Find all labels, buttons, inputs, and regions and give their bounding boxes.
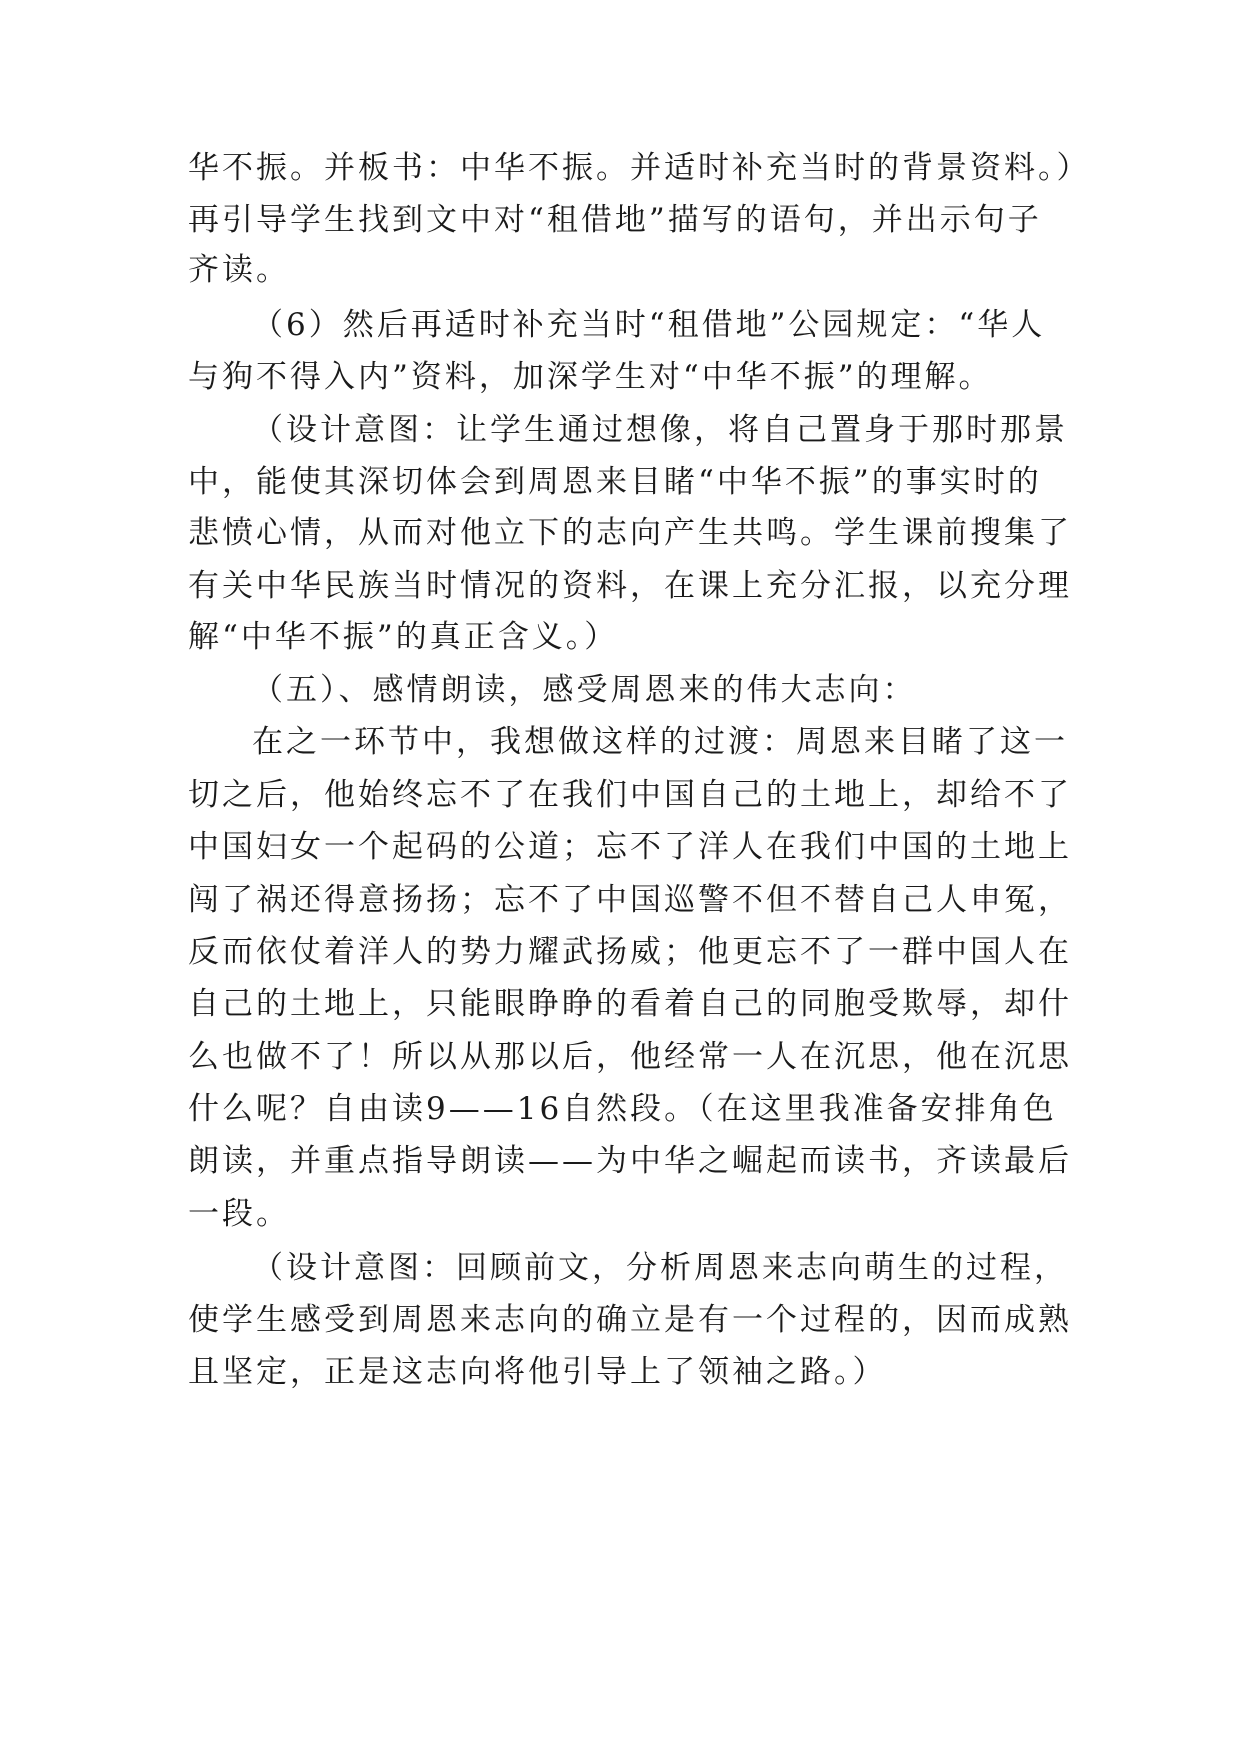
text-line: 反而依仗着洋人的势力耀武扬威；他更忘不了一群中国人在 <box>188 934 1072 970</box>
text-line: （设计意图：让学生通过想像，将自己置身于那时那景 <box>252 412 1068 448</box>
text-line: 么也做不了！所以从那以后，他经常一人在沉思，他在沉思 <box>188 1039 1072 1075</box>
text-line: 闯了祸还得意扬扬；忘不了中国巡警不但不替自己人申冤， <box>188 882 1072 918</box>
text-line: 有关中华民族当时情况的资料，在课上充分汇报，以充分理 <box>188 568 1072 604</box>
text-line: 自己的土地上，只能眼睁睁的看着自己的同胞受欺辱，却什 <box>188 986 1072 1022</box>
text-line: 切之后，他始终忘不了在我们中国自己的土地上，却给不了 <box>188 777 1072 813</box>
text-line: 悲愤心情，从而对他立下的志向产生共鸣。学生课前搜集了 <box>188 515 1072 551</box>
text-line: 什么呢？自由读9——16自然段。（在这里我准备安排角色 <box>188 1091 1057 1127</box>
text-line: （6）然后再适时补充当时“租借地”公园规定：“华人 <box>252 307 1046 343</box>
text-line: （设计意图：回顾前文，分析周恩来志向萌生的过程， <box>252 1250 1068 1286</box>
text-line: 朗读，并重点指导朗读——为中华之崛起而读书，齐读最后 <box>188 1143 1072 1179</box>
text-line: 且坚定，正是这志向将他引导上了领袖之路。） <box>188 1354 887 1390</box>
text-line: 中国妇女一个起码的公道；忘不了洋人在我们中国的土地上 <box>188 829 1072 865</box>
text-line: 中，能使其深切体会到周恩来目睹“中华不振”的事实时的 <box>188 464 1042 500</box>
text-line: 使学生感受到周恩来志向的确立是有一个过程的，因而成熟 <box>188 1302 1072 1338</box>
text-line: 与狗不得入内”资料，加深学生对“中华不振”的理解。 <box>188 359 993 395</box>
text-line: 在之一环节中，我想做这样的过渡：周恩来目睹了这一 <box>252 724 1068 760</box>
text-line: 解“中华不振”的真正含义。） <box>188 619 619 655</box>
text-line: 齐读。 <box>188 252 290 288</box>
section-heading: （五）、感情朗读，感受周恩来的伟大志向： <box>252 672 917 708</box>
text-line: 再引导学生找到文中对“租借地”描写的语句，并出示句子 <box>188 202 1042 238</box>
text-line: 华不振。并板书：中华不振。并适时补充当时的背景资料。） <box>188 150 1091 186</box>
text-line: 一段。 <box>188 1196 290 1232</box>
